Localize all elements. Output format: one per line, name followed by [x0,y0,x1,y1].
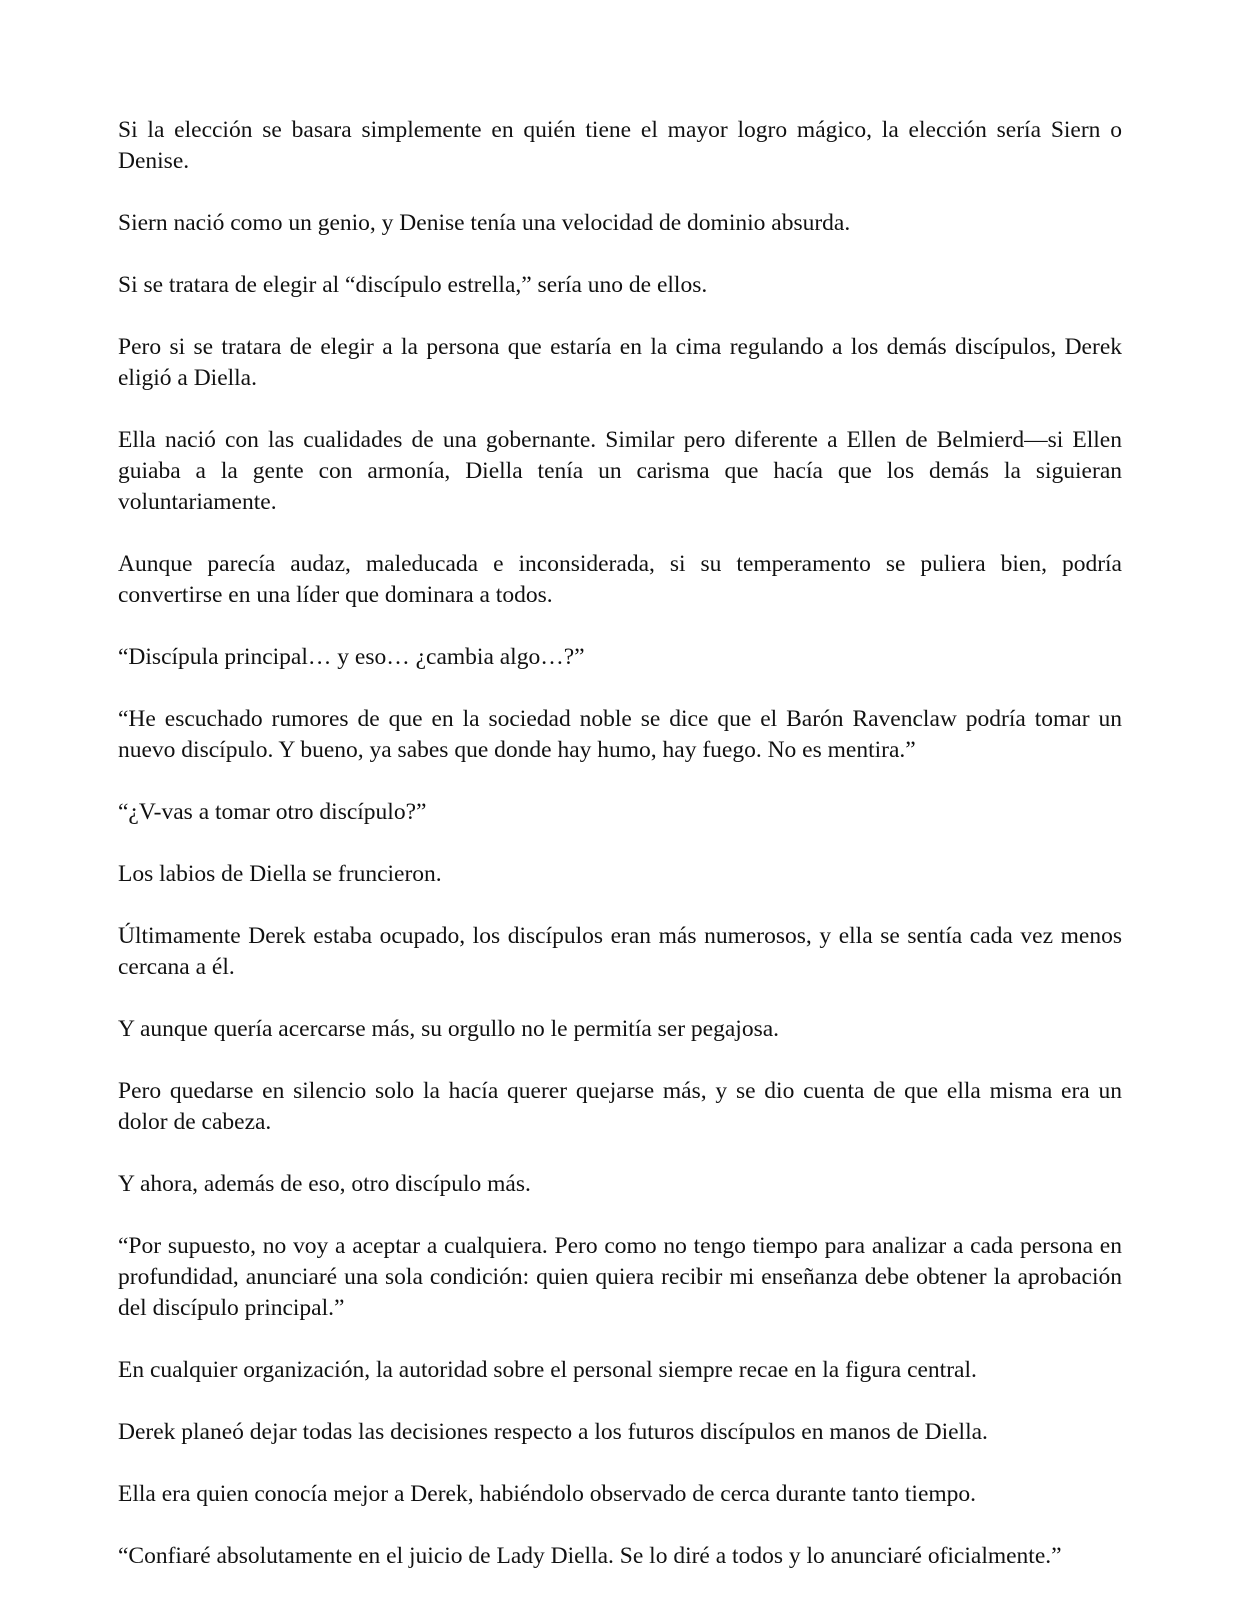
paragraph: Derek planeó dejar todas las decisiones respecto a los futuros discípulos en manos de Diella. [118,1419,988,1445]
paragraph: Los labios de Diella se fruncieron. [118,861,442,887]
paragraph: En cualquier organización, la autoridad sobre el personal siempre recae en la figura central. [118,1357,977,1383]
paragraph: Si se tratara de elegir al “discípulo estrella,” sería uno de ellos. [118,272,708,298]
paragraph: Aunque parecía audaz, maleducada e inconsiderada, si su temperamento se puliera bien, podría convertirse en una líder que dominara a todos. [118,551,1122,608]
paragraph: “¿V-vas a tomar otro discípulo?” [118,799,427,825]
paragraph: “Confiaré absolutamente en el juicio de Lady Diella. Se lo diré a todos y lo anunciaré oficialmente.” [118,1543,1062,1569]
paragraph: Y ahora, además de eso, otro discípulo más. [118,1171,531,1197]
paragraph: Pero si se tratara de elegir a la persona que estaría en la cima regulando a los demás discípulos, Derek eligió a Diella. [118,334,1122,391]
paragraph: “Discípula principal… y eso… ¿cambia algo…?” [118,644,585,670]
document-page [118,115,1122,1603]
paragraph: “Por supuesto, no voy a aceptar a cualquiera. Pero como no tengo tiempo para analizar a cada persona en profundidad, anunciaré una sola condición: quien quiera recibir mi enseñanza debe obtener la aprobación del discípulo principal.” [118,1233,1122,1321]
paragraph: Si la elección se basara simplemente en quién tiene el mayor logro mágico, la elección sería Siern o Denise. [118,117,1122,174]
paragraph: Ella nació con las cualidades de una gobernante. Similar pero diferente a Ellen de Belmierd—si Ellen guiaba a la gente con armonía, Diella tenía un carisma que hacía que los demás la siguieran voluntariamente. [118,427,1122,515]
paragraph: Pero quedarse en silencio solo la hacía querer quejarse más, y se dio cuenta de que ella misma era un dolor de cabeza. [118,1078,1122,1135]
paragraph: “He escuchado rumores de que en la sociedad noble se dice que el Barón Ravenclaw podría tomar un nuevo discípulo. Y bueno, ya sabes que donde hay humo, hay fuego. No es mentira.” [118,706,1122,763]
paragraph: Siern nació como un genio, y Denise tenía una velocidad de dominio absurda. [118,210,851,236]
paragraph: Últimamente Derek estaba ocupado, los discípulos eran más numerosos, y ella se sentía cada vez menos cercana a él. [118,923,1122,980]
paragraph: Ella era quien conocía mejor a Derek, habiéndolo observado de cerca durante tanto tiempo. [118,1481,977,1507]
paragraph: Y aunque quería acercarse más, su orgullo no le permitía ser pegajosa. [118,1016,780,1042]
